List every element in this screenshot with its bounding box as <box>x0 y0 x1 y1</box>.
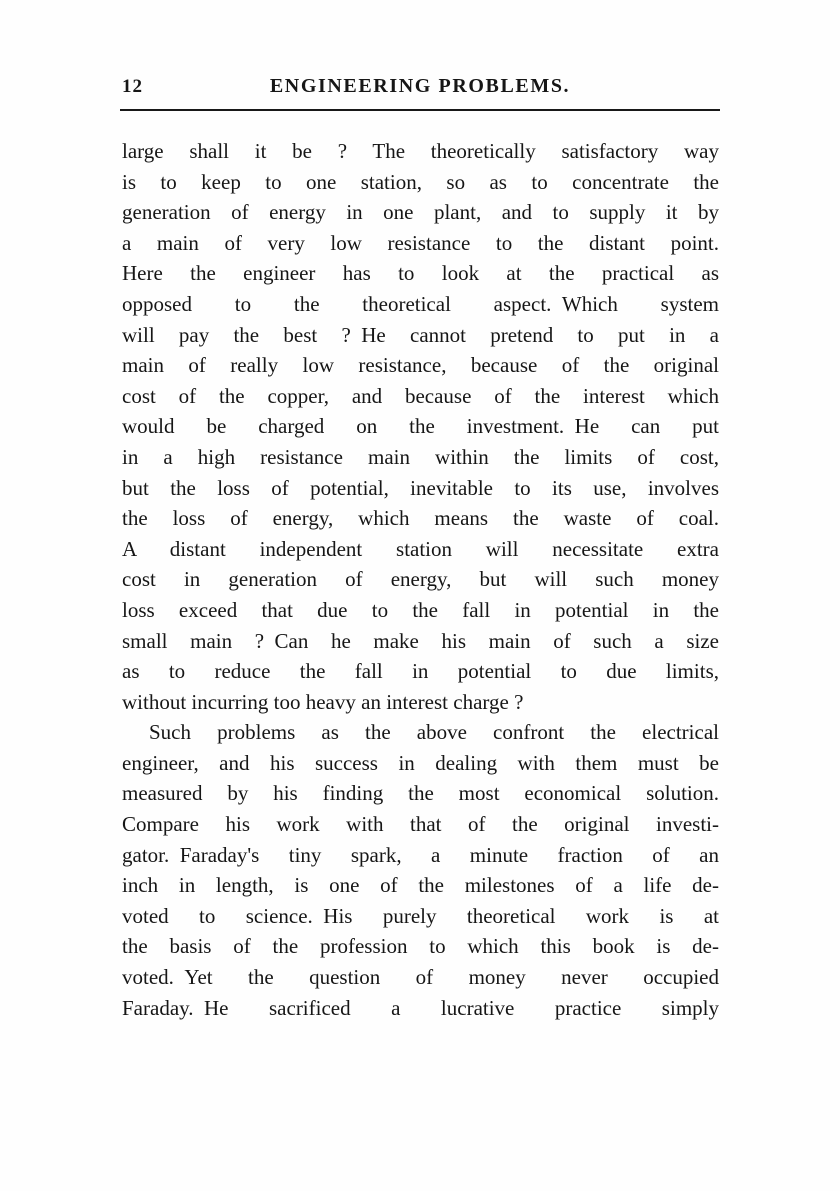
text-line: in a high resistance main within the limits of cost, <box>122 444 719 469</box>
text-line: voted to science. His purely theoretical work is at <box>122 903 719 928</box>
text-line: the basis of the profession to which this book is de- <box>122 934 719 959</box>
header-rule <box>120 109 720 111</box>
text-line: small main ? Can he make his main of such a size <box>122 628 719 653</box>
page-number: 12 <box>122 76 143 97</box>
page-body <box>122 136 719 1023</box>
text-line: cost in generation of energy, but will such money <box>122 567 719 592</box>
text-line: inch in length, is one of the milestones of a life de- <box>122 873 719 898</box>
text-line: main of really low resistance, because of the original <box>122 353 719 378</box>
text-line: would be charged on the investment. He can put <box>122 414 719 439</box>
text-line: opposed to the theoretical aspect. Which system <box>122 291 719 316</box>
text-line: voted. Yet the question of money never occupied <box>122 965 719 990</box>
text-line: Compare his work with that of the original investi- <box>122 812 719 837</box>
text-line: a main of very low resistance to the distant point. <box>122 230 719 255</box>
text-line: large shall it be ? The theoretically satisfactory way <box>122 139 719 163</box>
text-line: Faraday. He sacrificed a lucrative practice simply <box>122 995 719 1020</box>
text-line: cost of the copper, and because of the interest which <box>122 383 719 408</box>
text-line: generation of energy in one plant, and to supply it by <box>122 200 719 225</box>
text-line: loss exceed that due to the fall in potential in the <box>122 597 719 622</box>
text-line: engineer, and his success in dealing with them must be <box>122 750 719 775</box>
running-head-title: ENGINEERING PROBLEMS. <box>269 75 571 97</box>
text-line: Such problems as the above confront the electrical <box>149 720 719 745</box>
text-line: will pay the best ? He cannot pretend to put in a <box>122 322 719 347</box>
text-line: but the loss of potential, inevitable to its use, involves <box>122 475 719 500</box>
text-line: measured by his finding the most economical solution. <box>122 781 719 806</box>
text-line: without incurring too heavy an interest charge ? <box>122 689 524 714</box>
text-line: Here the engineer has to look at the practical as <box>122 261 719 286</box>
text-line: the loss of energy, which means the waste of coal. <box>122 506 719 531</box>
text-line: A distant independent station will necessitate extra <box>122 536 719 561</box>
text-line: as to reduce the fall in potential to due limits, <box>122 659 719 684</box>
text-line: gator. Faraday's tiny spark, a minute fraction of an <box>122 842 719 867</box>
text-line: is to keep to one station, so as to concentrate the <box>122 169 719 194</box>
